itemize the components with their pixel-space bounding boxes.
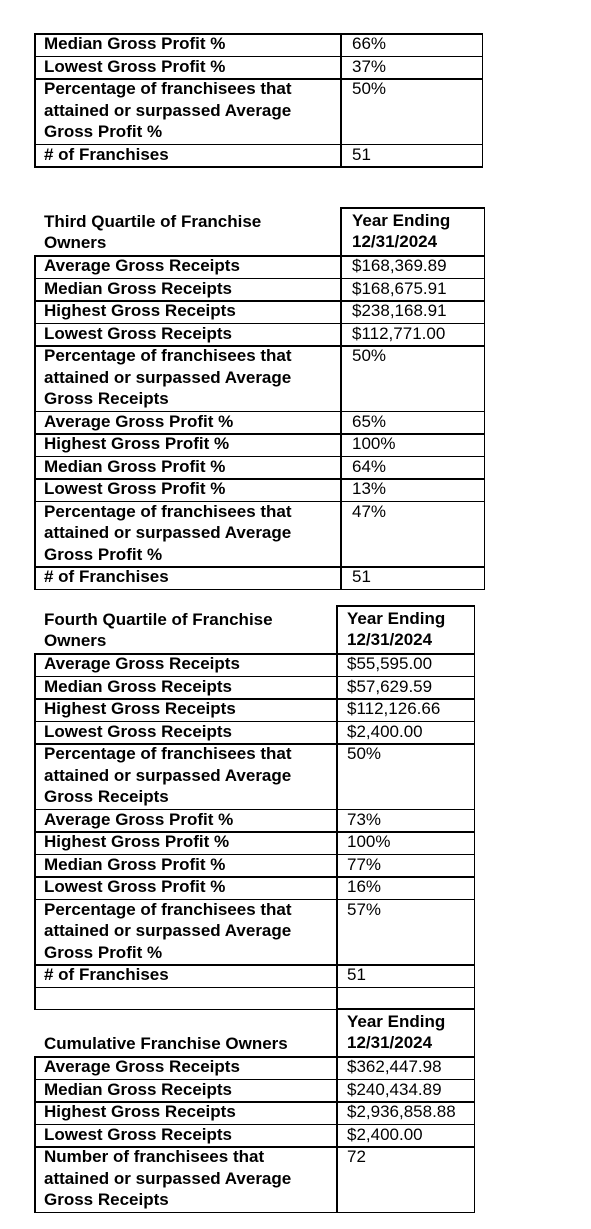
table-rule <box>482 56 484 79</box>
row-value: 77% <box>347 854 382 874</box>
table-rule <box>474 605 476 653</box>
table-rule <box>484 207 486 255</box>
table-rule <box>340 323 342 346</box>
row-label: Median Gross Receipts <box>44 1079 233 1099</box>
row-label: Percentage of franchisees that <box>44 346 292 365</box>
table-rule <box>34 433 36 456</box>
row-label: attained or surpassed Average <box>44 921 292 940</box>
row-label: Gross Profit % <box>44 942 163 962</box>
row-value: $362,447.98 <box>347 1057 442 1076</box>
row-label: Percentage of franchisees that <box>44 501 292 521</box>
row-label: Gross Profit % <box>44 544 163 564</box>
table-rule <box>474 1101 476 1124</box>
row-value: 65% <box>352 411 387 431</box>
row-value: 50% <box>352 346 387 365</box>
table-rule <box>336 743 338 809</box>
table-rule <box>340 278 342 301</box>
row-value: 51 <box>347 965 366 984</box>
table-rule <box>474 653 476 676</box>
row-label: Average Gross Receipts <box>44 1057 240 1076</box>
table-rule <box>474 1146 476 1212</box>
row-label: Number of franchisees that <box>44 1147 265 1166</box>
row-value: $168,675.91 <box>352 278 447 298</box>
row-value: 100% <box>347 832 391 851</box>
table-rule <box>340 566 342 589</box>
row-label: Highest Gross Profit % <box>44 434 230 453</box>
table-rule <box>484 323 486 346</box>
table-rule <box>34 166 483 168</box>
row-value: 51 <box>352 567 371 586</box>
table-rule <box>336 676 338 699</box>
row-value: 37% <box>352 56 387 76</box>
row-value: $112,771.00 <box>352 323 446 343</box>
table-rule <box>336 987 338 1009</box>
row-value: 16% <box>347 877 382 896</box>
table-rule <box>34 1009 336 1011</box>
table-rule <box>474 676 476 699</box>
row-label: attained or surpassed Average <box>44 1168 292 1188</box>
table-rule <box>336 605 338 653</box>
row-value: $240,434.89 <box>347 1079 442 1099</box>
table-rule <box>34 899 36 965</box>
table-rule <box>336 1079 338 1102</box>
table-rule <box>336 1124 338 1147</box>
row-value: 66% <box>352 34 387 53</box>
row-label: Gross Profit % <box>44 122 163 141</box>
table-rule <box>474 987 476 1009</box>
row-label: Median Gross Profit % <box>44 456 226 476</box>
row-label: # of Franchises <box>44 144 169 164</box>
table-rule <box>484 411 486 434</box>
table-rule <box>340 345 342 411</box>
row-label: Median Gross Receipts <box>44 278 233 298</box>
table-rule <box>484 501 486 567</box>
table-rule <box>34 831 36 854</box>
column-header-year: 12/31/2024 <box>347 630 433 649</box>
table-rule <box>474 899 476 965</box>
table-rule <box>484 300 486 323</box>
table-rule <box>336 1008 475 1010</box>
table-rule <box>340 478 342 501</box>
table-rule <box>484 255 486 278</box>
table-rule <box>474 1008 476 1056</box>
table-rule <box>336 876 338 899</box>
section-header-label: Fourth Quartile of Franchise <box>44 610 273 629</box>
row-value: 50% <box>347 744 382 763</box>
section-header-label: Owners <box>44 233 107 252</box>
table-rule <box>482 78 484 144</box>
table-rule <box>34 987 475 989</box>
table-rule <box>484 433 486 456</box>
table-rule <box>34 698 36 721</box>
table-rule <box>484 278 486 301</box>
row-label: Highest Gross Receipts <box>44 301 236 320</box>
column-header-year: Year Ending <box>347 609 446 628</box>
table-rule <box>34 653 36 676</box>
table-rule <box>340 300 342 323</box>
table-rule <box>336 831 338 854</box>
row-label: attained or surpassed Average <box>44 367 292 387</box>
table-rule <box>34 1146 36 1212</box>
row-label: Average Gross Receipts <box>44 256 240 275</box>
table-rule <box>34 1124 36 1147</box>
row-label: Gross Receipts <box>44 787 169 806</box>
table-rule <box>34 1212 475 1214</box>
row-value: 57% <box>347 899 382 919</box>
table-rule <box>340 433 342 456</box>
column-header-year: 12/31/2024 <box>352 232 438 251</box>
table-rule <box>34 255 36 278</box>
table-rule <box>474 1079 476 1102</box>
table-rule <box>484 345 486 411</box>
row-label: attained or surpassed Average <box>44 523 292 542</box>
table-rule <box>336 653 338 676</box>
table-rule <box>34 33 36 56</box>
table-rule <box>34 1101 36 1124</box>
table-rule <box>34 589 485 591</box>
table-rule <box>340 411 342 434</box>
row-value: 72 <box>347 1147 366 1166</box>
row-label: # of Franchises <box>44 567 169 586</box>
table-rule <box>34 721 36 744</box>
row-value: $238,168.91 <box>352 301 447 320</box>
table-rule <box>482 33 484 56</box>
row-label: attained or surpassed Average <box>44 100 292 120</box>
table-rule <box>34 300 36 323</box>
table-rule <box>340 144 342 167</box>
row-label: Average Gross Receipts <box>44 654 240 673</box>
row-label: Percentage of franchisees that <box>44 899 292 919</box>
table-rule <box>336 605 475 607</box>
table-rule <box>336 1146 338 1212</box>
column-header-year: Year Ending <box>347 1012 446 1031</box>
table-rule <box>484 456 486 479</box>
table-rule <box>474 698 476 721</box>
table-rule <box>34 56 36 79</box>
table-rule <box>474 809 476 832</box>
table-rule <box>340 78 342 144</box>
table-rule <box>474 1056 476 1079</box>
table-rule <box>484 478 486 501</box>
row-value: $2,400.00 <box>347 721 423 741</box>
table-rule <box>34 456 36 479</box>
row-label: Highest Gross Receipts <box>44 1102 236 1121</box>
row-label: # of Franchises <box>44 965 169 984</box>
table-rule <box>336 899 338 965</box>
row-label: Gross Receipts <box>44 1190 169 1209</box>
row-label: Lowest Gross Profit % <box>44 877 226 896</box>
row-value: $55,595.00 <box>347 654 433 673</box>
row-label: Median Gross Profit % <box>44 34 226 53</box>
row-label: Gross Receipts <box>44 389 169 408</box>
table-rule <box>34 501 36 567</box>
row-label: Lowest Gross Receipts <box>44 721 233 741</box>
section-header-label: Owners <box>44 631 107 650</box>
row-label: Median Gross Receipts <box>44 676 233 696</box>
table-rule <box>340 207 342 255</box>
row-label: attained or surpassed Average <box>44 765 292 785</box>
table-rule <box>34 964 36 987</box>
table-rule <box>336 698 338 721</box>
row-value: 50% <box>352 79 387 98</box>
row-value: 64% <box>352 456 387 476</box>
row-label: Average Gross Profit % <box>44 809 234 829</box>
table-rule <box>340 501 342 567</box>
table-rule <box>34 854 36 877</box>
row-value: 100% <box>352 434 396 453</box>
table-rule <box>474 743 476 809</box>
row-value: $2,400.00 <box>347 1124 423 1144</box>
row-label: Average Gross Profit % <box>44 411 234 431</box>
table-rule <box>34 478 36 501</box>
column-header-year: Year Ending <box>352 211 451 230</box>
row-value: $57,629.59 <box>347 676 433 696</box>
row-label: Lowest Gross Profit % <box>44 479 226 498</box>
table-rule <box>34 987 36 1009</box>
table-rule <box>474 1124 476 1147</box>
table-rule <box>34 323 36 346</box>
table-rule <box>34 876 36 899</box>
table-rule <box>34 809 36 832</box>
row-label: Percentage of franchisees that <box>44 744 292 763</box>
table-rule <box>340 255 342 278</box>
table-rule <box>484 566 486 589</box>
table-rule <box>340 56 342 79</box>
table-rule <box>340 33 342 56</box>
table-rule <box>474 721 476 744</box>
row-label: Highest Gross Receipts <box>44 699 236 718</box>
table-rule <box>336 1101 338 1124</box>
table-rule <box>34 345 36 411</box>
table-rule <box>34 566 36 589</box>
table-rule <box>474 831 476 854</box>
row-label: Lowest Gross Profit % <box>44 56 226 76</box>
row-value: 13% <box>352 479 387 498</box>
table-rule <box>336 854 338 877</box>
table-rule <box>34 743 36 809</box>
table-rule <box>34 411 36 434</box>
row-value: 47% <box>352 501 387 521</box>
table-rule <box>340 456 342 479</box>
row-value: $112,126.66 <box>347 699 441 718</box>
table-rule <box>34 144 36 167</box>
row-label: Percentage of franchisees that <box>44 79 292 98</box>
row-value: 73% <box>347 809 382 829</box>
section-header-label: Cumulative Franchise Owners <box>44 1034 288 1053</box>
table-rule <box>482 144 484 167</box>
column-header-year: 12/31/2024 <box>347 1033 433 1052</box>
table-rule <box>336 721 338 744</box>
table-rule <box>34 1056 36 1079</box>
row-label: Lowest Gross Receipts <box>44 1124 233 1144</box>
table-rule <box>336 1008 338 1056</box>
table-rule <box>336 809 338 832</box>
row-label: Median Gross Profit % <box>44 854 226 874</box>
table-rule <box>34 1079 36 1102</box>
row-value: $2,936,858.88 <box>347 1102 456 1121</box>
row-value: $168,369.89 <box>352 256 447 275</box>
row-label: Highest Gross Profit % <box>44 832 230 851</box>
table-rule <box>474 876 476 899</box>
row-label: Lowest Gross Receipts <box>44 323 233 343</box>
table-rule <box>474 854 476 877</box>
table-rule <box>34 278 36 301</box>
table-rule <box>34 676 36 699</box>
section-header-label: Third Quartile of Franchise <box>44 212 262 231</box>
table-rule <box>474 964 476 987</box>
row-value: 51 <box>352 144 371 164</box>
table-rule <box>336 964 338 987</box>
table-rule <box>34 78 36 144</box>
table-rule <box>340 207 485 209</box>
table-rule <box>336 1056 338 1079</box>
